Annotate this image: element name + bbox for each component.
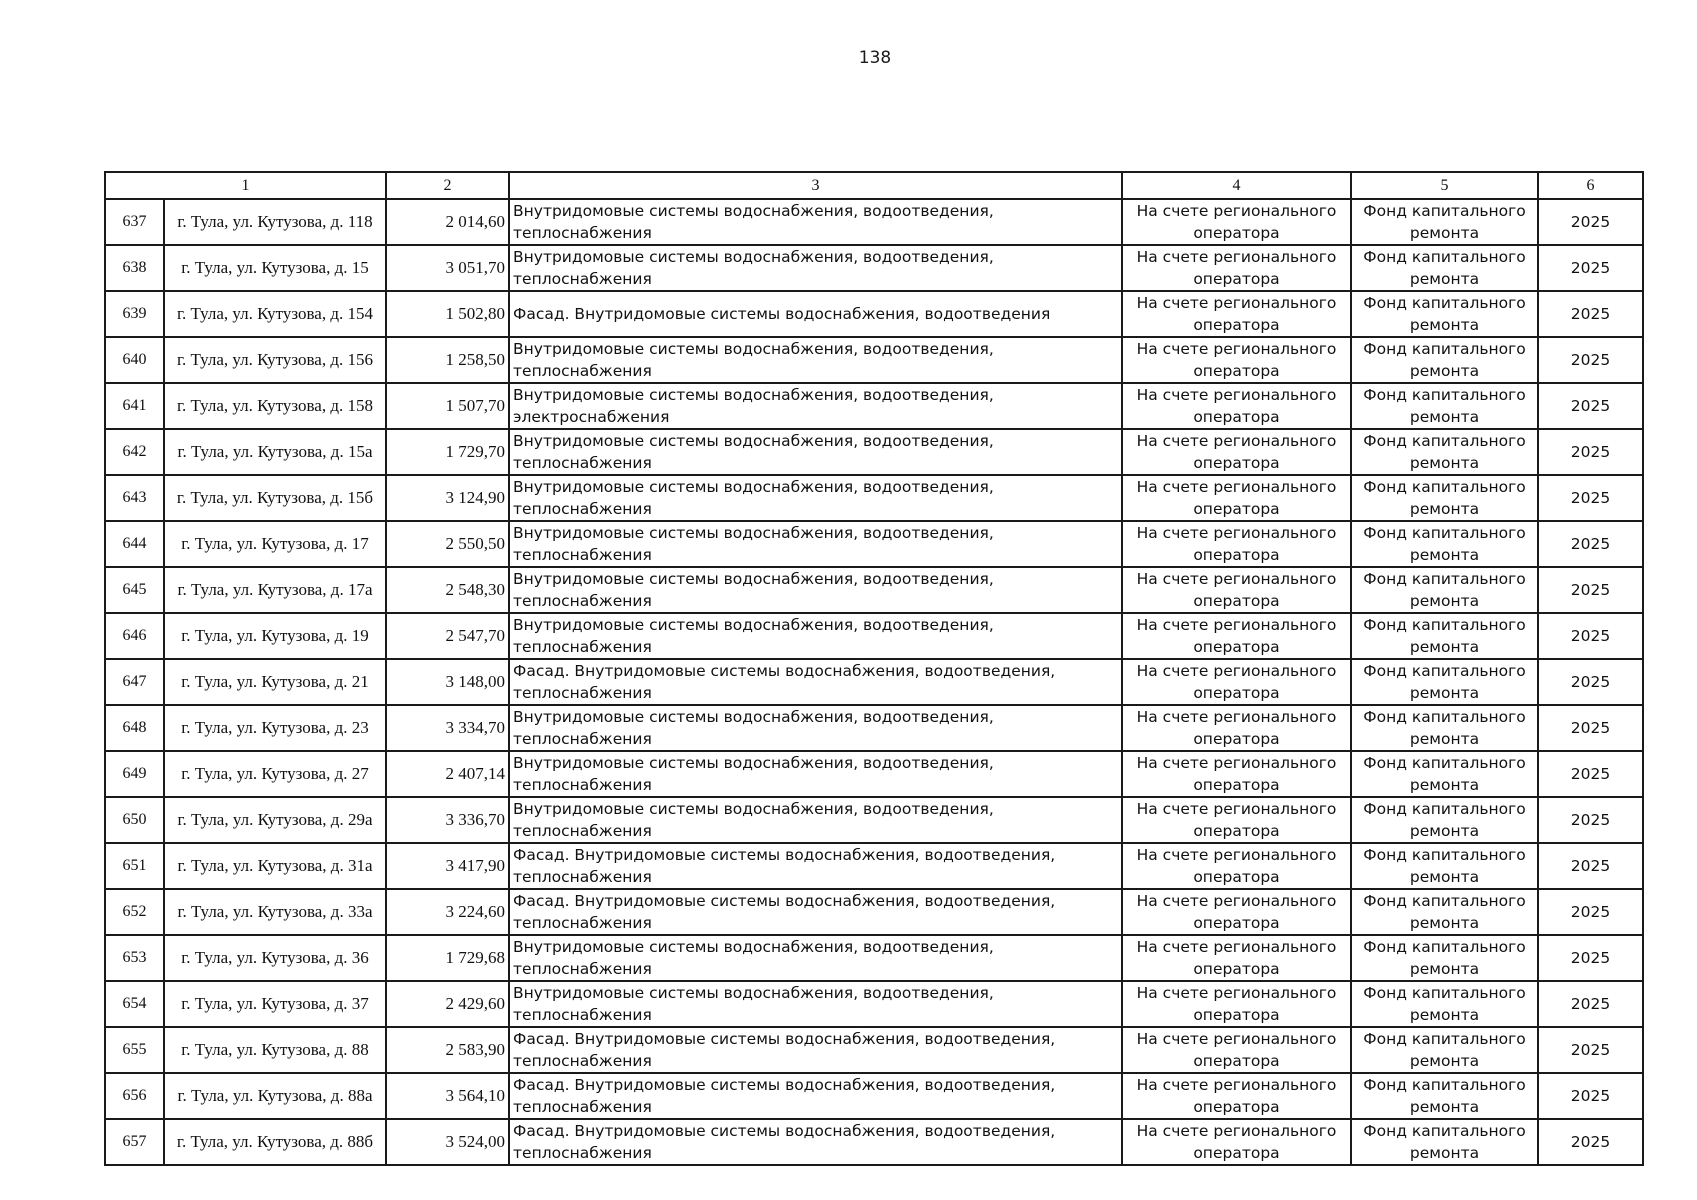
row-number-cell: 644 bbox=[105, 521, 164, 567]
repair-works-cell: Фасад. Внутридомовые системы водоснабжения, водоотведения, теплоснабжения bbox=[509, 659, 1122, 705]
table-row bbox=[105, 889, 1643, 935]
funding-source-cell: Фонд капитального ремонта bbox=[1351, 659, 1538, 705]
total-area-cell: 1 507,70 bbox=[386, 383, 509, 429]
column-header-6: 6 bbox=[1538, 172, 1643, 199]
house-address-cell: г. Тула, ул. Кутузова, д. 17а bbox=[164, 567, 386, 613]
planned-year-cell: 2025 bbox=[1538, 521, 1643, 567]
table-row bbox=[105, 843, 1643, 889]
total-area-cell: 2 014,60 bbox=[386, 199, 509, 245]
table-header bbox=[105, 172, 1643, 199]
total-area-cell: 1 729,70 bbox=[386, 429, 509, 475]
table-row bbox=[105, 521, 1643, 567]
funding-source-cell: Фонд капитального ремонта bbox=[1351, 981, 1538, 1027]
funding-source-cell: Фонд капитального ремонта bbox=[1351, 245, 1538, 291]
capital-repair-table bbox=[104, 171, 1644, 1166]
total-area-cell: 2 583,90 bbox=[386, 1027, 509, 1073]
table-row bbox=[105, 383, 1643, 429]
row-number-cell: 649 bbox=[105, 751, 164, 797]
repair-works-cell: Внутридомовые системы водоснабжения, водоотведения, теплоснабжения bbox=[509, 199, 1122, 245]
funding-source-cell: Фонд капитального ремонта bbox=[1351, 751, 1538, 797]
fund-formation-method-cell: На счете регионального оператора bbox=[1122, 751, 1351, 797]
planned-year-cell: 2025 bbox=[1538, 705, 1643, 751]
total-area-cell: 3 524,00 bbox=[386, 1119, 509, 1165]
funding-source-cell: Фонд капитального ремонта bbox=[1351, 843, 1538, 889]
repair-works-cell: Внутридомовые системы водоснабжения, водоотведения, теплоснабжения bbox=[509, 981, 1122, 1027]
planned-year-cell: 2025 bbox=[1538, 797, 1643, 843]
repair-works-cell: Внутридомовые системы водоснабжения, водоотведения, теплоснабжения bbox=[509, 337, 1122, 383]
planned-year-cell: 2025 bbox=[1538, 383, 1643, 429]
planned-year-cell: 2025 bbox=[1538, 613, 1643, 659]
fund-formation-method-cell: На счете регионального оператора bbox=[1122, 613, 1351, 659]
fund-formation-method-cell: На счете регионального оператора bbox=[1122, 199, 1351, 245]
planned-year-cell: 2025 bbox=[1538, 659, 1643, 705]
repair-works-cell: Внутридомовые системы водоснабжения, водоотведения, теплоснабжения bbox=[509, 245, 1122, 291]
funding-source-cell: Фонд капитального ремонта bbox=[1351, 1119, 1538, 1165]
table-row bbox=[105, 567, 1643, 613]
house-address-cell: г. Тула, ул. Кутузова, д. 29а bbox=[164, 797, 386, 843]
row-number-cell: 648 bbox=[105, 705, 164, 751]
repair-works-cell: Фасад. Внутридомовые системы водоснабжения, водоотведения, теплоснабжения bbox=[509, 843, 1122, 889]
column-header-3: 3 bbox=[509, 172, 1122, 199]
fund-formation-method-cell: На счете регионального оператора bbox=[1122, 935, 1351, 981]
table-row bbox=[105, 613, 1643, 659]
table-row bbox=[105, 1073, 1643, 1119]
row-number-cell: 650 bbox=[105, 797, 164, 843]
planned-year-cell: 2025 bbox=[1538, 567, 1643, 613]
planned-year-cell: 2025 bbox=[1538, 751, 1643, 797]
table-row bbox=[105, 199, 1643, 245]
fund-formation-method-cell: На счете регионального оператора bbox=[1122, 659, 1351, 705]
row-number-cell: 642 bbox=[105, 429, 164, 475]
fund-formation-method-cell: На счете регионального оператора bbox=[1122, 291, 1351, 337]
fund-formation-method-cell: На счете регионального оператора bbox=[1122, 843, 1351, 889]
repair-works-cell: Фасад. Внутридомовые системы водоснабжения, водоотведения bbox=[509, 291, 1122, 337]
row-number-cell: 647 bbox=[105, 659, 164, 705]
column-header-4: 4 bbox=[1122, 172, 1351, 199]
row-number-cell: 640 bbox=[105, 337, 164, 383]
repair-works-cell: Внутридомовые системы водоснабжения, водоотведения, теплоснабжения bbox=[509, 567, 1122, 613]
house-address-cell: г. Тула, ул. Кутузова, д. 33а bbox=[164, 889, 386, 935]
total-area-cell: 1 258,50 bbox=[386, 337, 509, 383]
funding-source-cell: Фонд капитального ремонта bbox=[1351, 797, 1538, 843]
row-number-cell: 652 bbox=[105, 889, 164, 935]
table-row bbox=[105, 245, 1643, 291]
total-area-cell: 1 502,80 bbox=[386, 291, 509, 337]
table-body bbox=[105, 199, 1643, 1165]
repair-works-cell: Внутридомовые системы водоснабжения, водоотведения, теплоснабжения bbox=[509, 475, 1122, 521]
fund-formation-method-cell: На счете регионального оператора bbox=[1122, 797, 1351, 843]
repair-works-cell: Внутридомовые системы водоснабжения, водоотведения, теплоснабжения bbox=[509, 797, 1122, 843]
house-address-cell: г. Тула, ул. Кутузова, д. 19 bbox=[164, 613, 386, 659]
funding-source-cell: Фонд капитального ремонта bbox=[1351, 1027, 1538, 1073]
planned-year-cell: 2025 bbox=[1538, 291, 1643, 337]
house-address-cell: г. Тула, ул. Кутузова, д. 158 bbox=[164, 383, 386, 429]
repair-works-cell: Фасад. Внутридомовые системы водоснабжения, водоотведения, теплоснабжения bbox=[509, 1073, 1122, 1119]
row-number-cell: 655 bbox=[105, 1027, 164, 1073]
total-area-cell: 3 124,90 bbox=[386, 475, 509, 521]
house-address-cell: г. Тула, ул. Кутузова, д. 31а bbox=[164, 843, 386, 889]
row-number-cell: 653 bbox=[105, 935, 164, 981]
planned-year-cell: 2025 bbox=[1538, 1119, 1643, 1165]
total-area-cell: 3 417,90 bbox=[386, 843, 509, 889]
column-header-5: 5 bbox=[1351, 172, 1538, 199]
funding-source-cell: Фонд капитального ремонта bbox=[1351, 291, 1538, 337]
planned-year-cell: 2025 bbox=[1538, 1073, 1643, 1119]
table-row bbox=[105, 475, 1643, 521]
repair-works-cell: Фасад. Внутридомовые системы водоснабжения, водоотведения, теплоснабжения bbox=[509, 1119, 1122, 1165]
fund-formation-method-cell: На счете регионального оператора bbox=[1122, 337, 1351, 383]
house-address-cell: г. Тула, ул. Кутузова, д. 88а bbox=[164, 1073, 386, 1119]
fund-formation-method-cell: На счете регионального оператора bbox=[1122, 705, 1351, 751]
column-header-2: 2 bbox=[386, 172, 509, 199]
funding-source-cell: Фонд капитального ремонта bbox=[1351, 1073, 1538, 1119]
repair-works-cell: Внутридомовые системы водоснабжения, водоотведения, электроснабжения bbox=[509, 383, 1122, 429]
house-address-cell: г. Тула, ул. Кутузова, д. 17 bbox=[164, 521, 386, 567]
row-number-cell: 646 bbox=[105, 613, 164, 659]
planned-year-cell: 2025 bbox=[1538, 475, 1643, 521]
column-header-1: 1 bbox=[105, 172, 386, 199]
total-area-cell: 2 407,14 bbox=[386, 751, 509, 797]
fund-formation-method-cell: На счете регионального оператора bbox=[1122, 1119, 1351, 1165]
fund-formation-method-cell: На счете регионального оператора bbox=[1122, 1027, 1351, 1073]
row-number-cell: 657 bbox=[105, 1119, 164, 1165]
funding-source-cell: Фонд капитального ремонта bbox=[1351, 567, 1538, 613]
planned-year-cell: 2025 bbox=[1538, 1027, 1643, 1073]
house-address-cell: г. Тула, ул. Кутузова, д. 154 bbox=[164, 291, 386, 337]
house-address-cell: г. Тула, ул. Кутузова, д. 27 bbox=[164, 751, 386, 797]
row-number-cell: 637 bbox=[105, 199, 164, 245]
table-row bbox=[105, 291, 1643, 337]
repair-works-cell: Внутридомовые системы водоснабжения, водоотведения, теплоснабжения bbox=[509, 705, 1122, 751]
table-row bbox=[105, 1027, 1643, 1073]
row-number-cell: 641 bbox=[105, 383, 164, 429]
fund-formation-method-cell: На счете регионального оператора bbox=[1122, 245, 1351, 291]
row-number-cell: 639 bbox=[105, 291, 164, 337]
funding-source-cell: Фонд капитального ремонта bbox=[1351, 383, 1538, 429]
planned-year-cell: 2025 bbox=[1538, 337, 1643, 383]
planned-year-cell: 2025 bbox=[1538, 429, 1643, 475]
repair-works-cell: Внутридомовые системы водоснабжения, водоотведения, теплоснабжения bbox=[509, 751, 1122, 797]
total-area-cell: 3 336,70 bbox=[386, 797, 509, 843]
total-area-cell: 2 429,60 bbox=[386, 981, 509, 1027]
repair-works-cell: Внутридомовые системы водоснабжения, водоотведения, теплоснабжения bbox=[509, 613, 1122, 659]
table-row bbox=[105, 935, 1643, 981]
table-row bbox=[105, 429, 1643, 475]
planned-year-cell: 2025 bbox=[1538, 843, 1643, 889]
house-address-cell: г. Тула, ул. Кутузова, д. 156 bbox=[164, 337, 386, 383]
repair-works-cell: Фасад. Внутридомовые системы водоснабжения, водоотведения, теплоснабжения bbox=[509, 1027, 1122, 1073]
total-area-cell: 3 148,00 bbox=[386, 659, 509, 705]
fund-formation-method-cell: На счете регионального оператора bbox=[1122, 889, 1351, 935]
funding-source-cell: Фонд капитального ремонта bbox=[1351, 613, 1538, 659]
house-address-cell: г. Тула, ул. Кутузова, д. 88 bbox=[164, 1027, 386, 1073]
table-row bbox=[105, 659, 1643, 705]
funding-source-cell: Фонд капитального ремонта bbox=[1351, 521, 1538, 567]
planned-year-cell: 2025 bbox=[1538, 199, 1643, 245]
row-number-cell: 643 bbox=[105, 475, 164, 521]
funding-source-cell: Фонд капитального ремонта bbox=[1351, 705, 1538, 751]
house-address-cell: г. Тула, ул. Кутузова, д. 23 bbox=[164, 705, 386, 751]
row-number-cell: 654 bbox=[105, 981, 164, 1027]
house-address-cell: г. Тула, ул. Кутузова, д. 37 bbox=[164, 981, 386, 1027]
row-number-cell: 651 bbox=[105, 843, 164, 889]
row-number-cell: 638 bbox=[105, 245, 164, 291]
fund-formation-method-cell: На счете регионального оператора bbox=[1122, 567, 1351, 613]
planned-year-cell: 2025 bbox=[1538, 935, 1643, 981]
total-area-cell: 3 224,60 bbox=[386, 889, 509, 935]
house-address-cell: г. Тула, ул. Кутузова, д. 88б bbox=[164, 1119, 386, 1165]
planned-year-cell: 2025 bbox=[1538, 981, 1643, 1027]
table-row bbox=[105, 1119, 1643, 1165]
total-area-cell: 3 334,70 bbox=[386, 705, 509, 751]
house-address-cell: г. Тула, ул. Кутузова, д. 15 bbox=[164, 245, 386, 291]
house-address-cell: г. Тула, ул. Кутузова, д. 118 bbox=[164, 199, 386, 245]
table-row bbox=[105, 337, 1643, 383]
fund-formation-method-cell: На счете регионального оператора bbox=[1122, 429, 1351, 475]
total-area-cell: 2 547,70 bbox=[386, 613, 509, 659]
table-row bbox=[105, 705, 1643, 751]
planned-year-cell: 2025 bbox=[1538, 889, 1643, 935]
fund-formation-method-cell: На счете регионального оператора bbox=[1122, 383, 1351, 429]
funding-source-cell: Фонд капитального ремонта bbox=[1351, 475, 1538, 521]
total-area-cell: 3 564,10 bbox=[386, 1073, 509, 1119]
funding-source-cell: Фонд капитального ремонта bbox=[1351, 429, 1538, 475]
fund-formation-method-cell: На счете регионального оператора bbox=[1122, 981, 1351, 1027]
row-number-cell: 645 bbox=[105, 567, 164, 613]
house-address-cell: г. Тула, ул. Кутузова, д. 15а bbox=[164, 429, 386, 475]
table-row bbox=[105, 751, 1643, 797]
funding-source-cell: Фонд капитального ремонта bbox=[1351, 337, 1538, 383]
house-address-cell: г. Тула, ул. Кутузова, д. 21 bbox=[164, 659, 386, 705]
total-area-cell: 1 729,68 bbox=[386, 935, 509, 981]
house-address-cell: г. Тула, ул. Кутузова, д. 15б bbox=[164, 475, 386, 521]
total-area-cell: 3 051,70 bbox=[386, 245, 509, 291]
funding-source-cell: Фонд капитального ремонта bbox=[1351, 889, 1538, 935]
repair-works-cell: Фасад. Внутридомовые системы водоснабжения, водоотведения, теплоснабжения bbox=[509, 889, 1122, 935]
house-address-cell: г. Тула, ул. Кутузова, д. 36 bbox=[164, 935, 386, 981]
header-row bbox=[105, 172, 1643, 199]
fund-formation-method-cell: На счете регионального оператора bbox=[1122, 1073, 1351, 1119]
funding-source-cell: Фонд капитального ремонта bbox=[1351, 935, 1538, 981]
total-area-cell: 2 550,50 bbox=[386, 521, 509, 567]
planned-year-cell: 2025 bbox=[1538, 245, 1643, 291]
fund-formation-method-cell: На счете регионального оператора bbox=[1122, 521, 1351, 567]
table-row bbox=[105, 981, 1643, 1027]
funding-source-cell: Фонд капитального ремонта bbox=[1351, 199, 1538, 245]
repair-works-cell: Внутридомовые системы водоснабжения, водоотведения, теплоснабжения bbox=[509, 521, 1122, 567]
row-number-cell: 656 bbox=[105, 1073, 164, 1119]
page-number: 138 bbox=[858, 48, 892, 68]
table-row bbox=[105, 797, 1643, 843]
fund-formation-method-cell: На счете регионального оператора bbox=[1122, 475, 1351, 521]
total-area-cell: 2 548,30 bbox=[386, 567, 509, 613]
repair-works-cell: Внутридомовые системы водоснабжения, водоотведения, теплоснабжения bbox=[509, 935, 1122, 981]
repair-works-cell: Внутридомовые системы водоснабжения, водоотведения, теплоснабжения bbox=[509, 429, 1122, 475]
